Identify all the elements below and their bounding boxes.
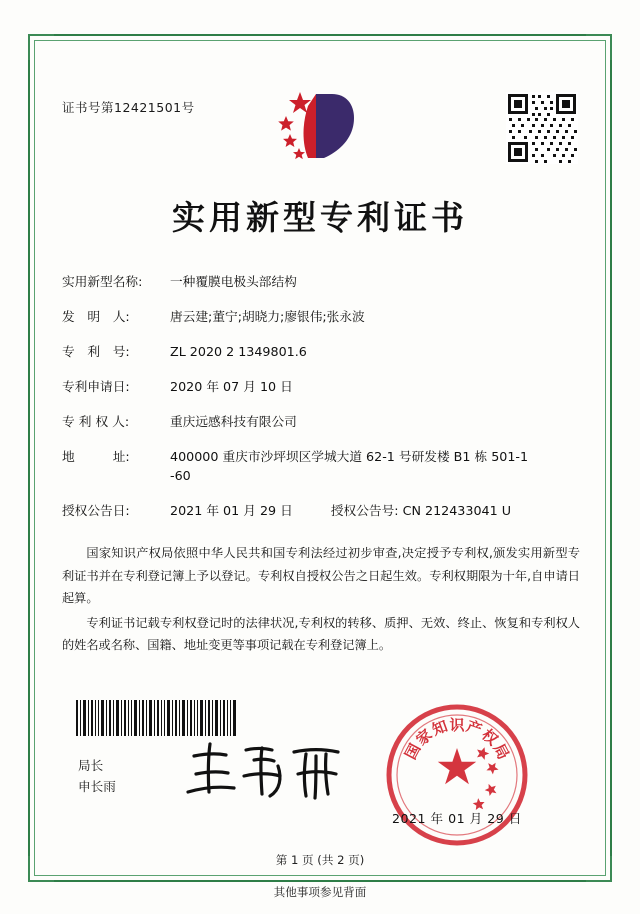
field-label: 实用新型名称:: [62, 274, 143, 289]
director-title-label: 局长: [78, 758, 104, 773]
field-label: 专 利 权 人:: [62, 414, 130, 430]
field-value-address: [170, 447, 578, 485]
paragraph-2: 专利证书记载专利权登记时的法律状况,专利权的转移、质押、无效、终止、恢复和专利权人的姓名或名称、国籍、地址变更等事项记载在专利登记簿上。: [62, 615, 580, 653]
page-number: 第 1 页 (共 2 页): [275, 853, 365, 867]
field-row: [62, 501, 578, 520]
field-label: 专利申请日:: [62, 379, 130, 395]
address-line-1: 400000 重庆市沙坪坝区学城大道 62-1 号研发楼 B1 栋 501-1: [170, 449, 529, 465]
field-row: [62, 272, 578, 291]
seal-date: 2021 年 01 月 29 日: [392, 811, 522, 826]
corner-ornament-top-left: [28, 34, 54, 60]
field-row: [62, 377, 578, 396]
field-row: [62, 412, 578, 431]
field-row: [62, 342, 578, 361]
barcode-icon: [76, 700, 236, 736]
field-row: [62, 307, 578, 326]
field-value: 唐云建;董宁;胡晓力;廖银伟;张永波: [170, 309, 365, 325]
paragraph-1: 国家知识产权局依照中华人民共和国专利法经过初步审查,决定授予专利权,颁发实用新型专利证书并在专利登记簿上予以登记。专利权自授权公告之日起生效。专利权期限为十年,自申请日起算。: [62, 546, 580, 606]
field-label: 专 利 号:: [62, 344, 130, 360]
address-line-2: -60: [170, 468, 191, 484]
director-name: 申长雨: [78, 778, 116, 794]
field-value: ZL 2020 2 1349801.6: [170, 344, 307, 360]
field-row: [62, 447, 578, 485]
svg-text:权: 权: [478, 725, 502, 749]
field-label: 地 址:: [62, 449, 130, 465]
field-value: 重庆远感科技有限公司: [170, 414, 297, 430]
svg-text:国: 国: [401, 740, 425, 763]
official-seal-icon: [382, 700, 532, 850]
corner-ornament-top-right: [586, 34, 612, 60]
director-signature-icon: [182, 736, 352, 806]
publication-number-value: CN 212433041 U: [402, 503, 511, 519]
director-block: [78, 756, 116, 798]
footer-note: 其他事项参见背面: [273, 885, 367, 899]
field-value: 2020 年 07 月 10 日: [170, 379, 293, 395]
field-label: 发 明 人:: [62, 309, 130, 325]
svg-text:产: 产: [463, 716, 485, 740]
svg-text:识: 识: [449, 716, 465, 734]
svg-text:局: 局: [489, 740, 513, 763]
cnipa-logo-icon: [272, 88, 368, 164]
svg-text:知: 知: [429, 716, 451, 740]
publication-date: 2021 年 01 月 29 日: [170, 503, 293, 519]
page-title: 实用新型专利证书: [172, 198, 468, 237]
certificate-number: 证书号第12421501号: [62, 100, 195, 115]
field-value-publication: [170, 501, 578, 520]
certificate-fields: [62, 272, 578, 536]
svg-text:家: 家: [412, 725, 436, 749]
publication-number-label: 授权公告号:: [330, 503, 399, 519]
field-value: 一种覆膜电极头部结构: [170, 274, 297, 289]
qr-code-icon: [506, 92, 578, 164]
field-label: 授权公告日:: [62, 503, 130, 519]
legal-text: [62, 542, 580, 659]
